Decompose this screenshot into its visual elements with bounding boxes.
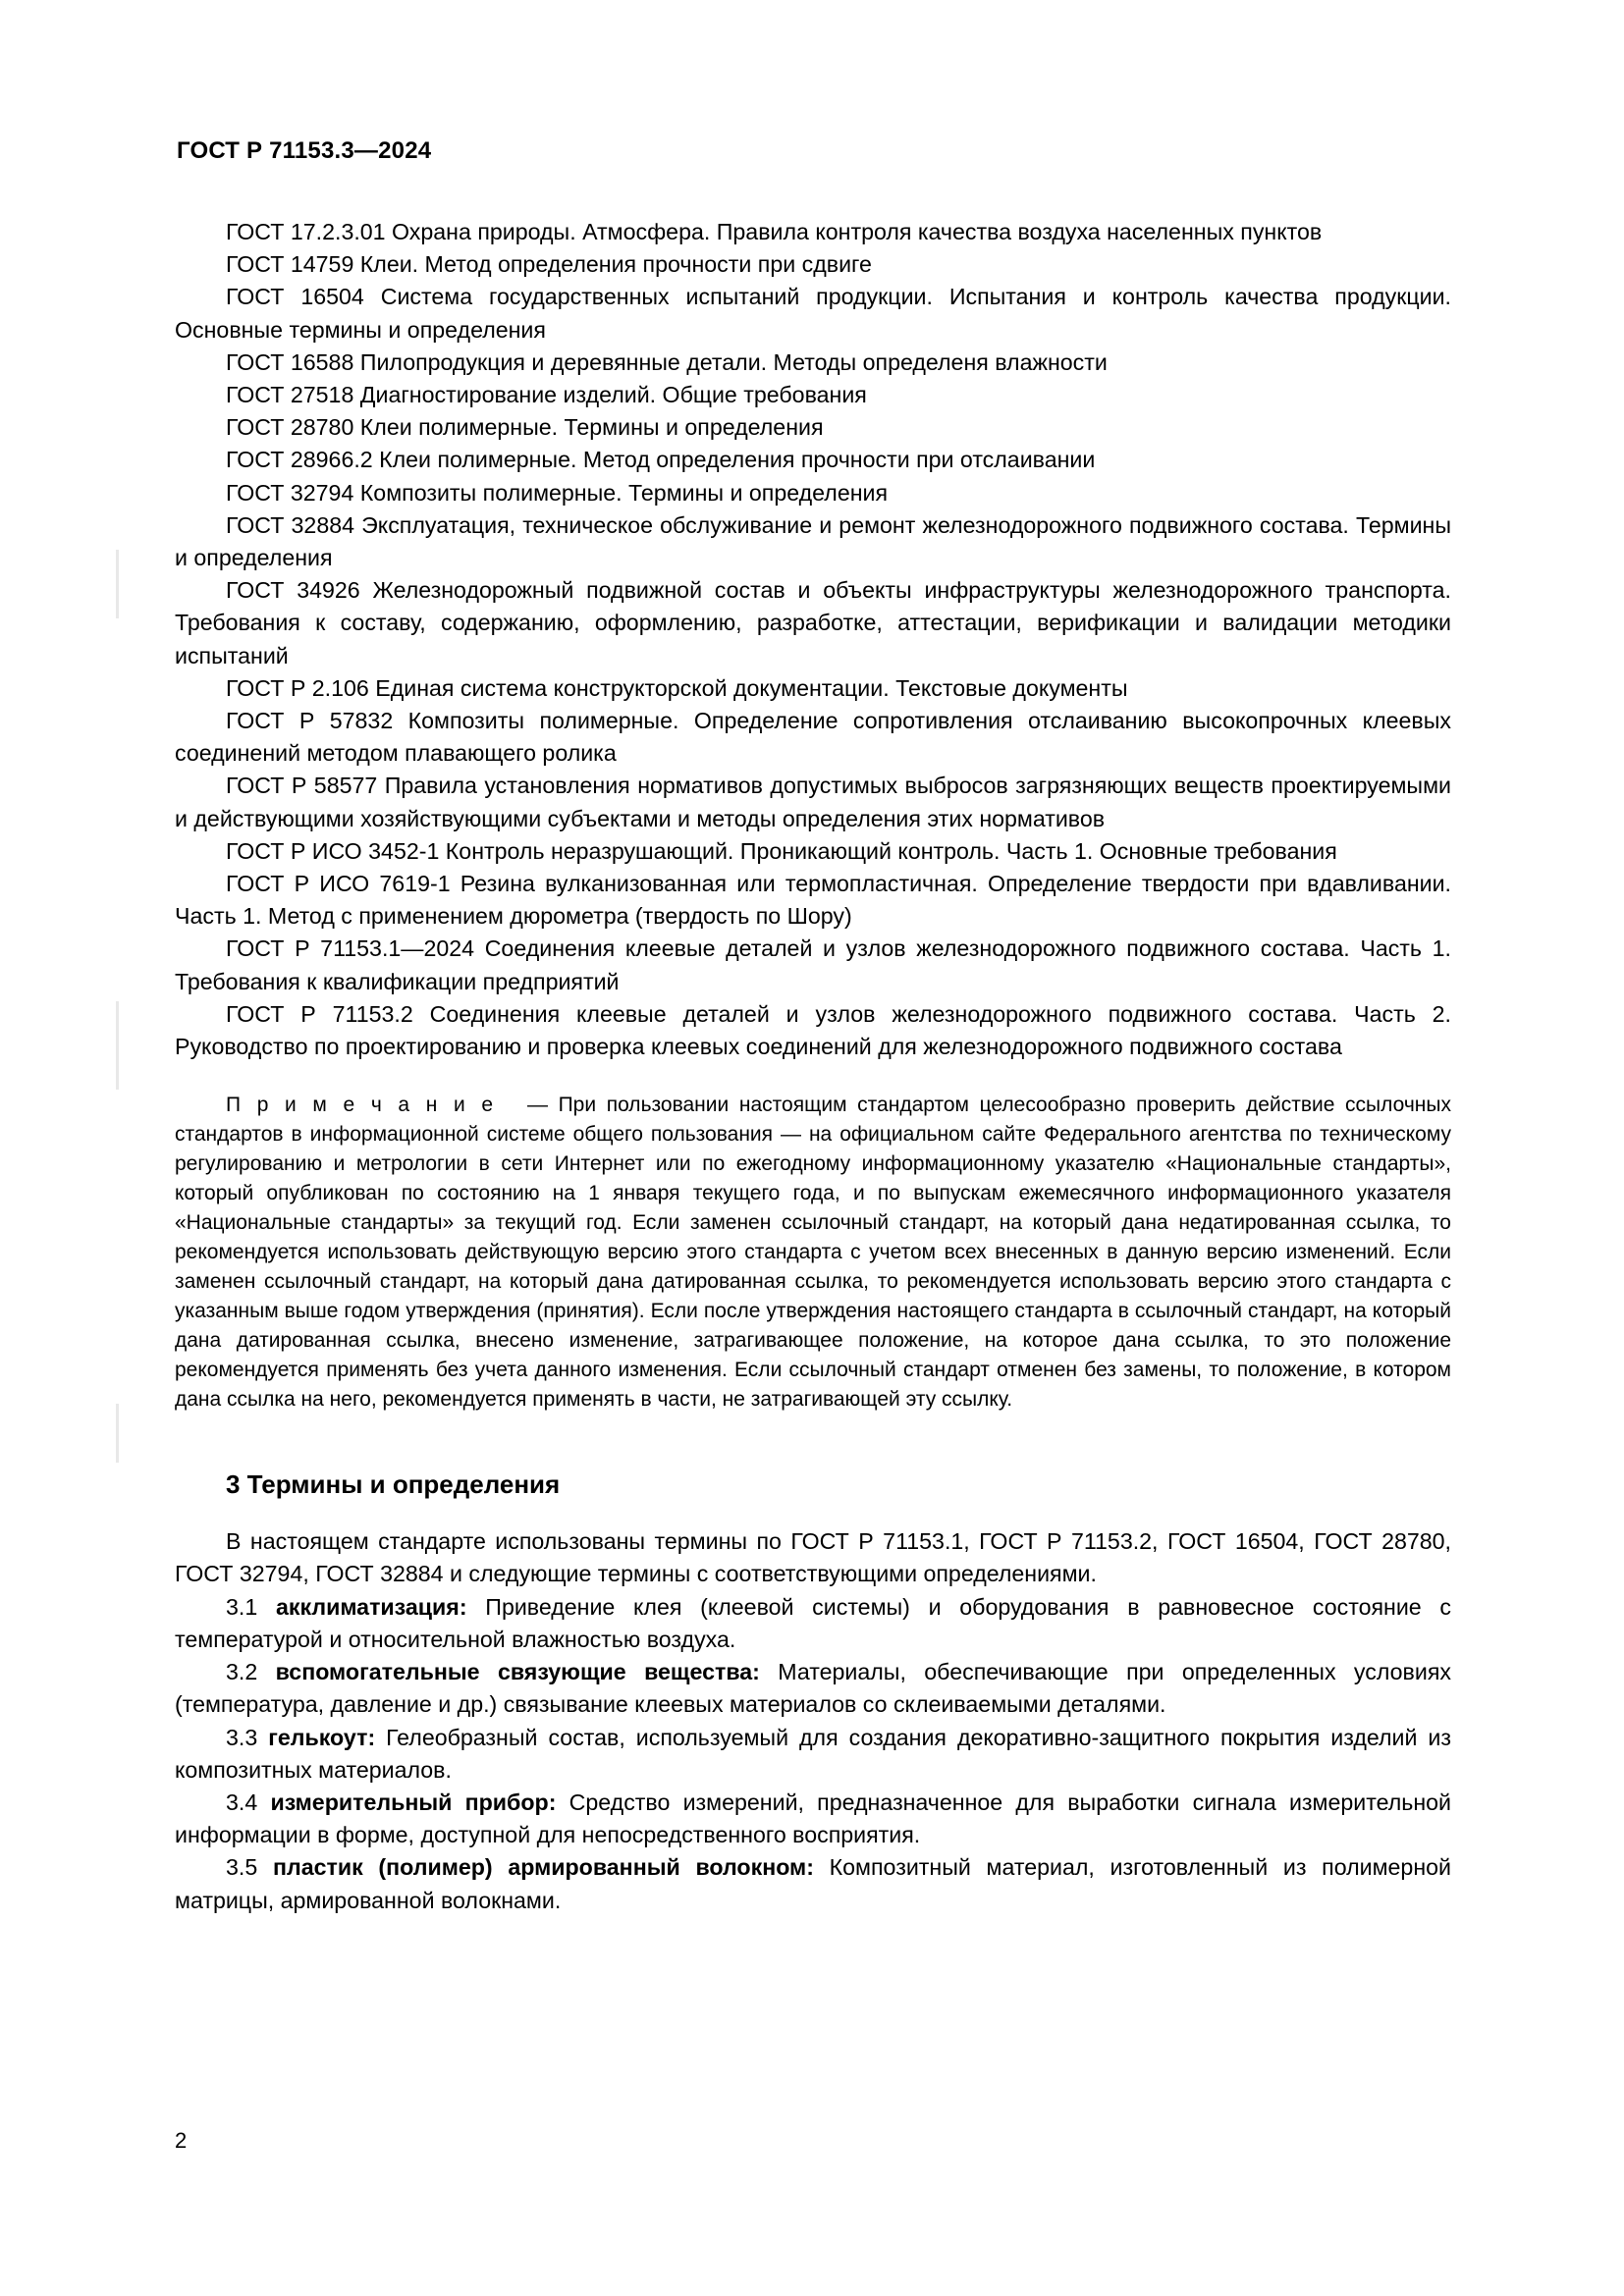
reference-item: ГОСТ Р 71153.1—2024 Соединения клеевые деталей и узлов железнодорожного подвижного состава. Часть 1. Требования к квалификации предприятий bbox=[175, 935, 1451, 994]
term-entry bbox=[175, 1656, 1451, 1721]
term-name: акклиматизация: bbox=[275, 1593, 467, 1620]
reference-item: ГОСТ 34926 Железнодорожный подвижной состав и объекты инфраструктуры железнодорожного транспорта. Требования к составу, содержанию, оформлению, разработке, аттестации, верификации и валидации методики испытаний bbox=[175, 577, 1451, 668]
note-dash: — bbox=[526, 1094, 548, 1117]
term-number: 3.2 bbox=[226, 1659, 258, 1685]
scan-artifact-3 bbox=[116, 1404, 119, 1463]
term-name: гелькоут: bbox=[268, 1724, 376, 1750]
reference-item: ГОСТ 32794 Композиты полимерные. Термины и определения bbox=[226, 479, 889, 506]
term-number: 3.3 bbox=[226, 1724, 258, 1750]
term-name: измерительный прибор: bbox=[270, 1789, 557, 1815]
term-definition: Материалы, обеспечивающие при определенных условиях (температура, давление и др.) связывание клеевых материалов со склеиваемыми деталями. bbox=[175, 1659, 1451, 1718]
term-definition: Композитный материал, изготовленный из полимерной матрицы, армированной волокнами. bbox=[175, 1854, 1451, 1913]
reference-item: ГОСТ 16504 Система государственных испытаний продукции. Испытания и контроль качества продукции. Основные термины и определения bbox=[175, 284, 1451, 343]
term-number: 3.1 bbox=[226, 1593, 258, 1620]
section-title: 3 Термины и определения bbox=[226, 1469, 561, 1500]
reference-item: ГОСТ Р ИСО 3452-1 Контроль неразрушающий. Проникающий контроль. Часть 1. Основные требования bbox=[226, 837, 1337, 864]
reference-item: ГОСТ 32884 Эксплуатация, техническое обслуживание и ремонт железнодорожного подвижного состава. Термины и определения bbox=[175, 511, 1451, 571]
reference-item: ГОСТ Р ИСО 7619-1 Резина вулканизованная или термопластичная. Определение твердости при вдавливании. Часть 1. Метод с применением дюрометра (твердость по Шору) bbox=[175, 871, 1451, 930]
term-number: 3.4 bbox=[226, 1789, 258, 1815]
reference-item: ГОСТ 17.2.3.01 Охрана природы. Атмосфера. Правила контроля качества воздуха населенных пунктов bbox=[226, 219, 1323, 244]
term-definition: Средство измерений, предназначенное для выработки сигнала измерительной информации в форме, доступной для непосредственного восприятия. bbox=[175, 1789, 1451, 1848]
scan-artifact-2 bbox=[116, 1001, 119, 1090]
note-text: При пользовании настоящим стандартом целесообразно проверить действие ссылочных стандартов в информационной системе общего пользования — на официальном сайте Федерального агентства по техническому регулированию и метрологии в сети Интернет или по ежегодному информационному указателю «Национальные стандарты», который опубликован по состоянию на 1 января текущего года, и по выпускам ежемесячного информационного указателя «Национальные стандарты» за текущий год. Если заменен ссылочный стандарт, на который дана недатированная ссылка, то рекомендуется использовать действующую версию этого стандарта с учетом всех внесенных в данную версию изменений. Если заменен ссылочный стандарт, на который дана датированная ссылка, то рекомендуется использовать версию этого стандарта с указанным выше годом утверждения (принятия). Если после утверждения настоящего стандарта в ссылочный стандарт, на который дана датированная ссылка, внесено изменение, затрагивающее положение, на которое дана ссылка, то это положение рекомендуется применять без учета данного изменения. Если ссылочный стандарт отменен без замены, то положение, в котором дана ссылка на него, рекомендуется применять в части, не затрагивающей эту ссылку. bbox=[175, 1094, 1451, 1412]
term-name: вспомогательные связующие вещества: bbox=[275, 1659, 760, 1685]
reference-item: ГОСТ 27518 Диагностирование изделий. Общие требования bbox=[226, 382, 867, 408]
term-definition: Гелеобразный состав, используемый для создания декоративно-защитного покрытия изделий из композитных материалов. bbox=[175, 1724, 1451, 1783]
term-entry bbox=[175, 1851, 1451, 1916]
term-definition: Приведение клея (клеевой системы) и оборудования в равновесное состояние с температурой и относительной влажностью воздуха. bbox=[175, 1593, 1451, 1652]
term-name: пластик (полимер) армированный волокном: bbox=[272, 1854, 814, 1881]
page-content bbox=[175, 137, 1451, 1917]
reference-item: ГОСТ Р 58577 Правила установления нормативов допустимых выбросов загрязняющих веществ проектируемыми и действующими хозяйствующими субъектами и методы определения этих нормативов bbox=[175, 773, 1451, 831]
term-entry bbox=[175, 1787, 1451, 1851]
term-number: 3.5 bbox=[226, 1854, 258, 1881]
reference-item: ГОСТ 14759 Клеи. Метод определения прочности при сдвиге bbox=[226, 251, 872, 278]
scan-artifact-1 bbox=[116, 550, 119, 618]
reference-item: ГОСТ 16588 Пилопродукция и деревянные детали. Методы определеня влажности bbox=[226, 348, 1108, 375]
reference-item: ГОСТ Р 71153.2 Соединения клеевые деталей и узлов железнодорожного подвижного состава. Часть 2. Руководство по проектированию и проверка клеевых соединений для железнодорожного подвижного состава bbox=[175, 1000, 1451, 1060]
reference-item: ГОСТ 28966.2 Клеи полимерные. Метод определения прочности при отслаивании bbox=[226, 447, 1096, 473]
section-intro: В настоящем стандарте использованы термины по ГОСТ Р 71153.1, ГОСТ Р 71153.2, ГОСТ 16504, ГОСТ 28780, ГОСТ 32794, ГОСТ 32884 и следующие термины с соответствующими определениями. bbox=[175, 1528, 1451, 1587]
page-number: 2 bbox=[175, 2128, 188, 2153]
document-header: ГОСТ Р 71153.3—2024 bbox=[177, 137, 432, 164]
note-block bbox=[175, 1091, 1451, 1415]
reference-item: ГОСТ Р 57832 Композиты полимерные. Определение сопротивления отслаиванию высокопрочных клеевых соединений методом плавающего ролика bbox=[175, 708, 1451, 767]
terms-section bbox=[175, 1525, 1451, 1916]
reference-item: ГОСТ Р 2.106 Единая система конструкторской документации. Текстовые документы bbox=[226, 674, 1128, 701]
note-label: П р и м е ч а н и е bbox=[226, 1094, 497, 1117]
term-entry bbox=[175, 1722, 1451, 1787]
reference-item: ГОСТ 28780 Клеи полимерные. Термины и определения bbox=[226, 414, 824, 441]
normative-references-list bbox=[175, 216, 1451, 1063]
term-entry bbox=[175, 1591, 1451, 1656]
